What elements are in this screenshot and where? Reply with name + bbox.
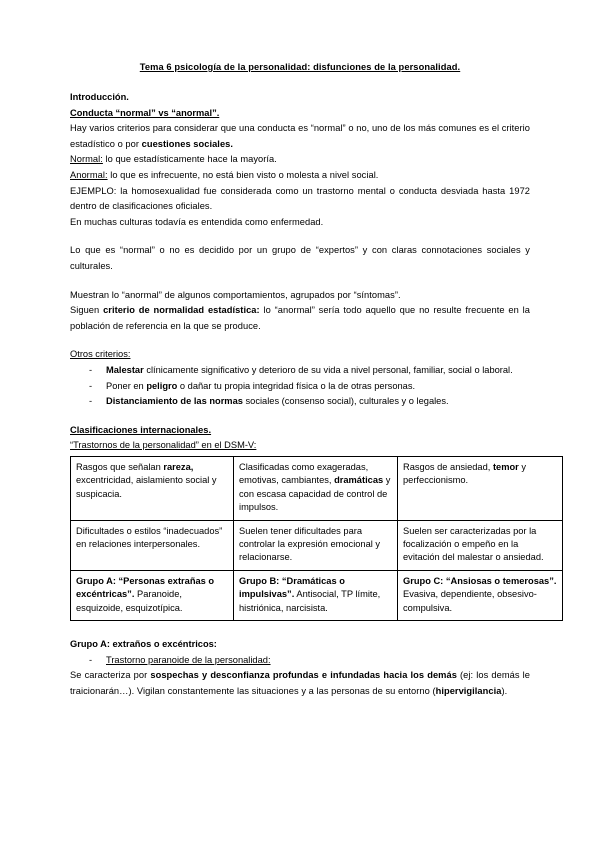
table-cell [398,570,563,620]
anormal-label: Anormal: [70,169,108,180]
dsm-personality-table [70,456,563,621]
normal-label: Normal: [70,154,103,165]
heading-conducta-normal-anormal: Conducta “normal” vs “anormal”. [70,107,220,118]
bullet-marker: - [89,654,93,665]
cell-bold: temor [492,461,519,472]
document-body [70,60,557,699]
cell-bold: rareza, [163,461,194,472]
bullet-text: o dañar tu propia integridad física o la de otras personas. [177,380,416,391]
bullet-text: sociales (consenso social), culturales y o legales. [242,396,449,407]
paragraph-muestran: Muestran lo “anormal” de algunos comportamientos, agrupados por “síntomas”. [70,289,401,300]
bullet-marker: - [89,364,93,375]
grupo-a-list [70,653,530,669]
normal-text: lo que estadísticamente hace la mayoría. [102,154,277,165]
cell-pre: Clasificadas como exageradas, emotivas, cambiantes, [239,461,369,486]
cell-bold: Grupo C: “Ansiosas o temerosas”. [403,575,557,586]
cell-post: y con escasa capacidad de control de impulsos. [239,475,391,513]
paragraph-criterios [70,121,530,152]
table-cell [234,570,398,620]
table-cell [71,520,234,570]
spacer [70,230,530,243]
cell-post: Evasiva, dependiente, obsesivo-compulsiva. [403,589,537,613]
heading-introduccion: Introducción. [70,92,129,102]
paragraph-expertos: Lo que es “normal” o no es decidido por un grupo de “expertos” y con claras connotaciones sociales y culturales. [70,245,530,271]
spacer [70,334,530,347]
cell-post: Paranoide, esquizoide, esquizotípica. [76,589,183,613]
table-row [71,456,563,520]
spacer [70,621,530,637]
bullet-bold: Malestar [106,364,144,375]
caracteriza-pre: Se caracteriza por [70,670,151,681]
list-item [70,379,530,395]
table-cell [71,456,234,520]
list-item [70,363,530,379]
table-row [71,570,563,620]
criterios-text: Hay varios criterios para considerar que una conducta es “normal” o no, uno de los más comunes es el criterio estadístico o por [70,123,530,149]
otros-criterios-list [70,363,530,410]
siguen-bold: criterio de normalidad estadística: [103,305,260,316]
cell-pre: Suelen tener dificultades para controlar la expresión emocional y relacionarse. [239,525,381,563]
list-item [70,653,530,669]
table-cell [398,456,563,520]
bullet-bold: peligro [146,380,178,391]
table-cell [234,456,398,520]
table-cell [234,520,398,570]
cell-pre: Suelen ser caracterizadas por la focalización o empeño en la evitación del malestar o ansiedad. [403,525,544,563]
bullet-label: Trastorno paranoide de la personalidad: [106,654,271,665]
caracteriza-bold2: hipervigilancia [435,685,502,696]
heading-grupo-a: Grupo A: extraños o excéntricos: [70,638,217,649]
cell-post: y perfeccionismo. [403,461,527,486]
spacer [70,275,530,288]
heading-otros-criterios: Otros criterios: [70,349,131,360]
table-cell [398,520,563,570]
caracteriza-mid: (ej: los demás le traicionarán…). Vigilan constantemente las situaciones y a las personas de su entorno ( [70,670,530,696]
subheading-dsm-v: “Trastornos de la personalidad” en el DSM-V: [70,440,257,451]
paragraph-siguen [70,303,530,334]
siguen-pre: Siguen [70,305,104,316]
cell-post: Antisocial, TP límite, histriónica, narcisista. [239,589,381,613]
cell-bold: dramáticas [334,475,384,486]
paragraph-ejemplo: EJEMPLO: la homosexualidad fue considerada como un trastorno mental o conducta desviada hasta 1972 dentro de clasificaciones oficiales. [70,185,530,212]
criterios-bold: cuestiones sociales. [141,138,234,149]
cell-pre: Rasgos que señalan [76,461,164,472]
paragraph-anormal [70,168,530,184]
page-title: Tema 6 psicología de la personalidad: disfunciones de la personalidad. [139,62,461,72]
heading-clasificaciones-internacionales: Clasificaciones internacionales. [70,424,212,435]
caracteriza-bold: sospechas y desconfianza profundas e infundadas hacia los demás [150,670,457,681]
paragraph-culturas: En muchas culturas todavía es entendida como enfermedad. [70,216,324,227]
cell-bold: Grupo B: “Dramáticas o impulsivas”. [239,575,345,600]
cell-pre: Dificultades o estilos “inadecuados” en relaciones interpersonales. [76,525,223,549]
bullet-text: clínicamente significativo y deterioro de su vida a nivel personal, familiar, social o laboral. [143,364,513,375]
siguen-post: lo “anormal” sería todo aquello que no resulte frecuente en la población de referencia en la que se produce. [70,305,530,331]
anormal-text: lo que es infrecuente, no está bien visto o molesta a nivel social. [107,169,379,180]
cell-post: excentricidad, aislamiento social y suspicacia. [76,475,217,499]
list-item [70,394,530,410]
bullet-marker: - [89,396,93,407]
bullet-bold: Distanciamiento de las normas [106,396,243,407]
cell-bold: Grupo A: “Personas extrañas o excéntricas”. [76,575,215,600]
table-cell [71,570,234,620]
paragraph-trastorno-paranoide [70,668,530,699]
bullet-marker: - [89,380,93,391]
spacer [70,410,530,423]
caracteriza-end: ). [501,685,508,696]
table-row [71,520,563,570]
bullet-pre: Poner en [106,380,147,391]
cell-pre: Rasgos de ansiedad, [403,461,493,472]
paragraph-normal [70,152,530,168]
